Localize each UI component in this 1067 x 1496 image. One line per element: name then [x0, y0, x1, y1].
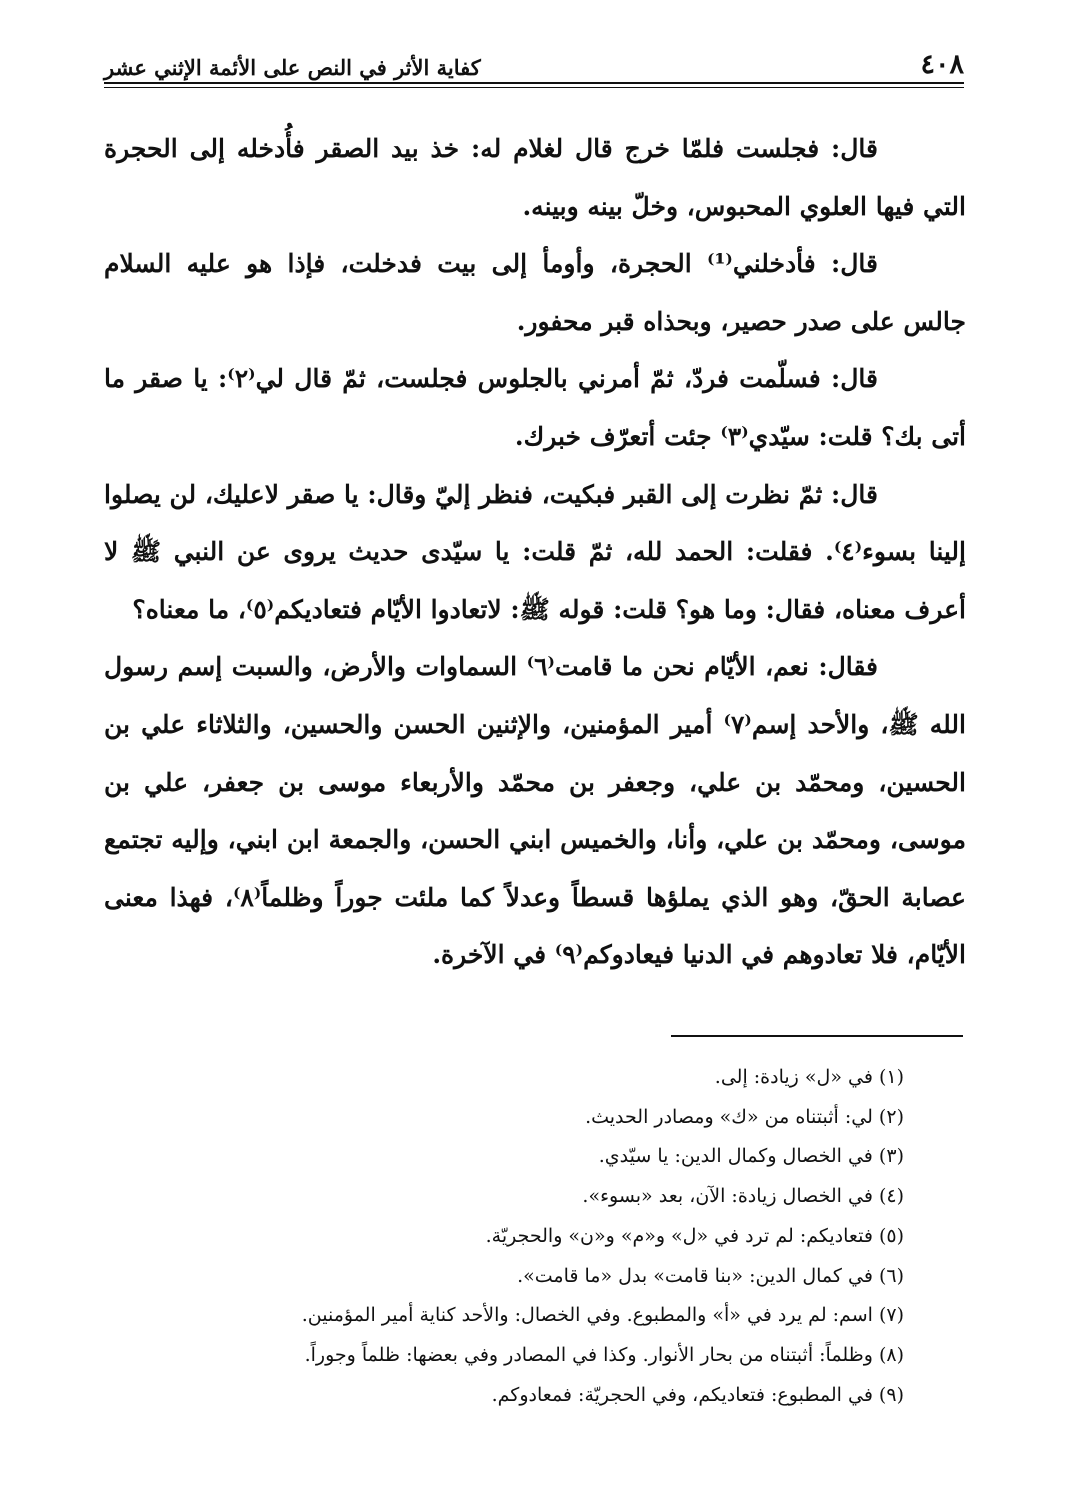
footnote: (٢) لي: أثبتناه من «ك» ومصادر الحديث.: [585, 1105, 904, 1128]
footnote: (٦) في كمال الدين: «بنا قامت» بدل «ما قامت».: [517, 1264, 904, 1287]
footnote-separator: [671, 1035, 963, 1037]
footnote: (٧) اسم: لم يرد في «أ» والمطبوع. وفي الخصال: والأحد كناية أمير المؤمنين.: [301, 1304, 904, 1327]
paragraph: قال: فأدخلني⁽¹⁾ الحجرة، وأومأ إلى بيت فدخلت، فإذا هو عليه السلام جالس على صدر حصير، وبحذاه قبر محفور.: [104, 249, 966, 336]
footnote: (٩) في المطبوع: فتعاديكم، وفي الحجريّة: فمعادوكم.: [491, 1383, 904, 1406]
footnote: (٥) فتعاديكم: لم ترد في «ل» و«م» و«ن» والحجريّة.: [485, 1224, 904, 1247]
header-rule: [104, 82, 964, 88]
footnote: (٨) وظلماً: أثبتناه من بحار الأنوار. وكذا في المصادر وفي بعضها: ظلماً وجوراً.: [304, 1343, 904, 1366]
page-number: ٤٠٨: [920, 49, 964, 80]
footnotes-list: [104, 1058, 966, 1415]
paragraph: فقال: نعم، الأيّام نحن ما قامت⁽٦⁾ السماوات والأرض، والسبت إسم رسول الله ﷺ، والأحد إسم⁽٧⁾ أمير المؤمنين، والإثنين الحسن والحسين، والثلاثاء علي بن الحسين، ومحمّد بن علي، وجعفر بن محمّد والأربعاء موسى بن جعفر، علي بن موسى، ومحمّد بن علي، وأنا، والخميس ابني الحسن، والجمعة ابن ابني، وإليه تجتمع عصابة الحقّ، وهو الذي يملؤها قسطاً وعدلاً كما ملئت جوراً وظلماً⁽٨⁾، فهذا معنى الأيّام، فلا تعادوهم في الدنيا فيعادوكم⁽٩⁾ في الآخرة.: [104, 652, 966, 970]
footnote: (١) في «ل» زيادة: إلى.: [714, 1066, 904, 1088]
paragraph: قال: فسلّمت فردّ، ثمّ أمرني بالجلوس فجلست، ثمّ قال لي⁽٢⁾: يا صقر ما أتى بك؟ قلت: سيّدي⁽٣⁾ جئت أتعرّف خبرك.: [104, 364, 966, 451]
page-header: [104, 40, 964, 78]
main-text: [104, 120, 966, 984]
running-title: كفاية الأثر في النص على الأئمة الإثني عشر: [104, 55, 481, 80]
paragraph: قال: فجلست فلمّا خرج قال لغلام له: خذ بيد الصقر فأُدخله إلى الحجرة التي فيها العلوي المحبوس، وخلّ بينه وبينه.: [104, 134, 966, 221]
footnote: (٣) في الخصال وكمال الدين: يا سيّدي.: [598, 1145, 904, 1168]
footnote: (٤) في الخصال زيادة: الآن، بعد «بسوء».: [582, 1185, 904, 1208]
paragraph: قال: ثمّ نظرت إلى القبر فبكيت، فنظر إليّ وقال: يا صقر لاعليك، لن يصلوا إلينا بسوء⁽٤⁾. فقلت: الحمد لله، ثمّ قلت: يا سيّدى حديث يروى عن النبي ﷺ لا أعرف معناه، فقال: وما هو؟ قلت: قوله ﷺ: لاتعادوا الأيّام فتعاديكم⁽٥⁾، ما معناه؟: [104, 479, 966, 624]
